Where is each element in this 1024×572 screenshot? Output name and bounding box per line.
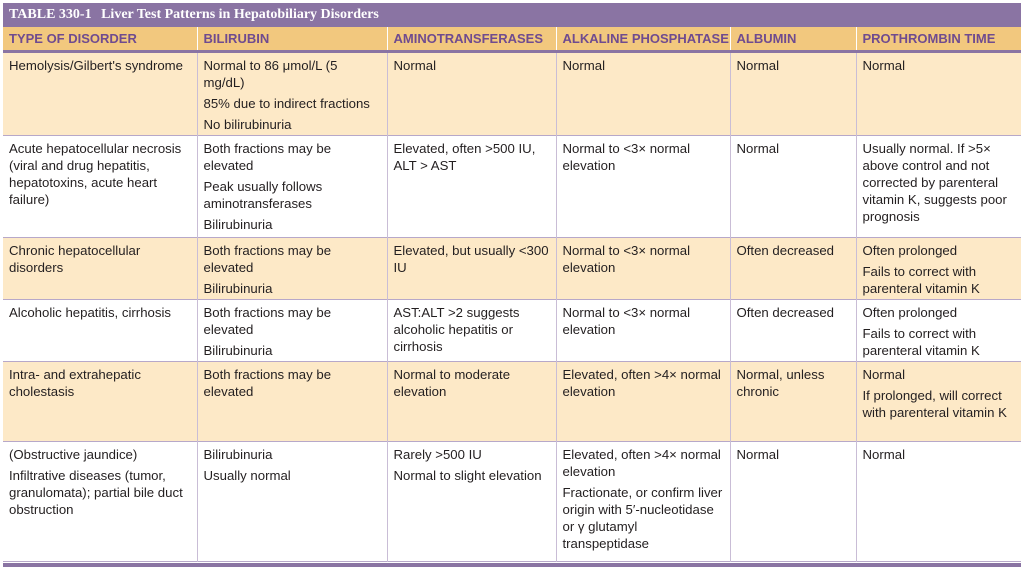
- cell-line: Peak usually follows aminotransferases: [203, 178, 323, 211]
- liver-test-table: [3, 27, 1021, 562]
- table-row: [3, 361, 1021, 441]
- cell-alkaline-phosphatase: [556, 361, 730, 441]
- cell-line: Both fractions may be elevated: [203, 140, 332, 173]
- cell-bilirubin: [197, 361, 387, 441]
- cell-alkaline-phosphatase: [556, 237, 730, 299]
- cell-line: Both fractions may be elevated: [203, 242, 332, 275]
- cell-aminotransferases: [387, 441, 556, 561]
- cell-aminotransferases: [387, 361, 556, 441]
- cell-line: 85% due to indirect fractions: [203, 95, 370, 111]
- table-row: [3, 51, 1021, 135]
- table-row: [3, 237, 1021, 299]
- cell-type-of-disorder: [3, 441, 197, 561]
- cell-albumin: [730, 135, 856, 237]
- cell-line: Elevated, but usually <300 IU: [393, 242, 549, 275]
- cell-prothrombin-time: [856, 299, 1021, 361]
- cell-line: Elevated, often >4× normal elevation: [562, 366, 721, 399]
- cell-line: Infiltrative diseases (tumor, granulomata); partial bile duct obstruction: [9, 467, 183, 517]
- header-prothrombin-time: PROTHROMBIN TIME: [856, 27, 1021, 51]
- bottom-rule: [3, 563, 1021, 567]
- cell-line: Normal, unless chronic: [736, 366, 825, 399]
- cell-line: Normal: [736, 57, 779, 73]
- cell-line: (Obstructive jaundice): [9, 446, 138, 462]
- table-row: [3, 299, 1021, 361]
- header-aminotransferases: AMINOTRANSFERASES: [387, 27, 556, 51]
- cell-line: Elevated, often >4× normal elevation: [562, 446, 721, 479]
- cell-line: Bilirubinuria: [203, 342, 273, 358]
- header-row: [3, 27, 1021, 51]
- cell-type-of-disorder: [3, 237, 197, 299]
- table-title-bar: [3, 3, 1021, 27]
- cell-albumin: [730, 441, 856, 561]
- cell-prothrombin-time: [856, 135, 1021, 237]
- cell-line: Normal: [862, 366, 905, 382]
- cell-line: Chronic hepatocellular disorders: [9, 242, 141, 275]
- cell-alkaline-phosphatase: [556, 299, 730, 361]
- header-alkaline-phosphatase: ALKALINE PHOSPHATASE: [556, 27, 730, 51]
- cell-line: Usually normal: [203, 467, 291, 483]
- cell-line: Rarely >500 IU: [393, 446, 482, 462]
- table-body: [3, 51, 1021, 561]
- cell-line: Intra- and extrahepatic cholestasis: [9, 366, 141, 399]
- cell-aminotransferases: [387, 135, 556, 237]
- table-row: [3, 135, 1021, 237]
- header-bilirubin: BILIRUBIN: [197, 27, 387, 51]
- cell-line: Normal to moderate elevation: [393, 366, 511, 399]
- cell-line: Elevated, often >500 IU, ALT > AST: [393, 140, 536, 173]
- cell-line: Bilirubinuria: [203, 446, 273, 462]
- cell-line: Fails to correct with parenteral vitamin K: [862, 263, 980, 296]
- cell-line: Normal to <3× normal elevation: [562, 304, 691, 337]
- table-number: TABLE 330-1: [9, 7, 92, 22]
- cell-bilirubin: [197, 299, 387, 361]
- cell-prothrombin-time: [856, 51, 1021, 135]
- cell-prothrombin-time: [856, 441, 1021, 561]
- cell-line: Alcoholic hepatitis, cirrhosis: [9, 304, 171, 320]
- liver-test-table-figure: [3, 3, 1021, 567]
- cell-alkaline-phosphatase: [556, 51, 730, 135]
- table-title: Liver Test Patterns in Hepatobiliary Disorders: [101, 7, 379, 22]
- cell-line: Often prolonged: [862, 242, 958, 258]
- header-albumin: ALBUMIN: [730, 27, 856, 51]
- cell-line: Both fractions may be elevated: [203, 366, 332, 399]
- cell-line: Acute hepatocellular necrosis (viral and drug hepatitis, hepatotoxins, acute heart failure): [9, 140, 182, 207]
- cell-line: Fractionate, or confirm liver origin with 5′-nucleotidase or γ glutamyl transpeptidase: [562, 484, 723, 551]
- cell-line: Fails to correct with parenteral vitamin K: [862, 325, 980, 358]
- cell-line: No bilirubinuria: [203, 116, 292, 132]
- cell-line: If prolonged, will correct with parenteral vitamin K: [862, 387, 1007, 420]
- cell-line: Normal to 86 μmol/L (5 mg/dL): [203, 57, 338, 90]
- cell-line: Bilirubinuria: [203, 216, 273, 232]
- table-row: [3, 441, 1021, 561]
- cell-alkaline-phosphatase: [556, 441, 730, 561]
- cell-line: Normal: [736, 140, 779, 156]
- cell-type-of-disorder: [3, 135, 197, 237]
- cell-albumin: [730, 361, 856, 441]
- cell-aminotransferases: [387, 237, 556, 299]
- cell-aminotransferases: [387, 299, 556, 361]
- cell-line: Normal to <3× normal elevation: [562, 242, 691, 275]
- cell-line: Normal: [862, 446, 905, 462]
- cell-line: AST:ALT >2 suggests alcoholic hepatitis or cirrhosis: [393, 304, 520, 354]
- cell-type-of-disorder: [3, 299, 197, 361]
- cell-line: Hemolysis/Gilbert's syndrome: [9, 57, 184, 73]
- cell-prothrombin-time: [856, 361, 1021, 441]
- cell-line: Normal to slight elevation: [393, 467, 542, 483]
- cell-line: Normal: [862, 57, 905, 73]
- cell-line: Often decreased: [736, 242, 835, 258]
- cell-line: Often decreased: [736, 304, 835, 320]
- cell-line: Normal: [393, 57, 436, 73]
- cell-bilirubin: [197, 441, 387, 561]
- cell-albumin: [730, 299, 856, 361]
- cell-bilirubin: [197, 51, 387, 135]
- cell-bilirubin: [197, 135, 387, 237]
- cell-type-of-disorder: [3, 51, 197, 135]
- cell-line: Normal: [562, 57, 605, 73]
- cell-line: Bilirubinuria: [203, 280, 273, 296]
- cell-aminotransferases: [387, 51, 556, 135]
- cell-albumin: [730, 51, 856, 135]
- cell-type-of-disorder: [3, 361, 197, 441]
- cell-line: Often prolonged: [862, 304, 958, 320]
- header-type-of-disorder: TYPE OF DISORDER: [3, 27, 197, 51]
- cell-line: Usually normal. If >5× above control and not corrected by parenteral vitamin K, suggests poor prognosis: [862, 140, 1007, 224]
- cell-alkaline-phosphatase: [556, 135, 730, 237]
- cell-line: Normal: [736, 446, 779, 462]
- cell-prothrombin-time: [856, 237, 1021, 299]
- cell-albumin: [730, 237, 856, 299]
- cell-line: Normal to <3× normal elevation: [562, 140, 691, 173]
- cell-bilirubin: [197, 237, 387, 299]
- cell-line: Both fractions may be elevated: [203, 304, 332, 337]
